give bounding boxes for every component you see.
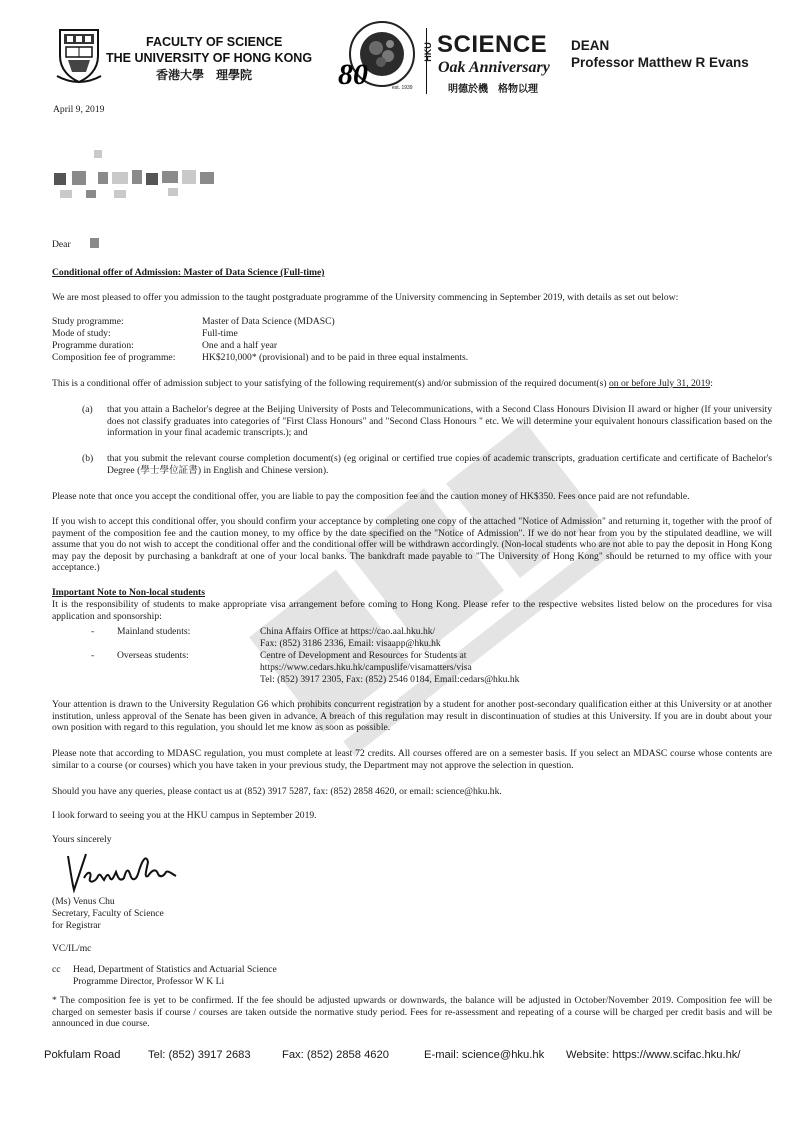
detail-label: Composition fee of programme: (52, 352, 176, 363)
handwritten-signature (62, 848, 202, 894)
nonlocal-paragraph: It is the responsibility of students to make appropriate visa arrangement before coming to Hong Kong. Please refer to the respective websites listed below on the procedures for visa application and sponsorship: (52, 599, 772, 622)
signer-title: Secretary, Faculty of Science (52, 908, 164, 919)
footer-email: E-mail: science@hku.hk (424, 1049, 545, 1061)
condition-a-text: that you attain a Bachelor's degree at the Beijing University of Posts and Telecommunications, with a Second Class Honours Division II award or higher (If your university does not classify graduates into categories of "First Class Honours" and "Second Class Honours " etc. We will determine your equivalent honours classification based on the information in your final academic transcripts.); and (107, 404, 772, 439)
intro-paragraph: We are most pleased to offer you admission to the taught postgraduate programme of the University commencing in September 2019, with details as set out below: (52, 292, 679, 303)
caution-money-note: Please note that once you accept the conditional offer, you are liable to pay the composition fee and the caution money of HK$350. Fees once paid are not refundable. (52, 491, 690, 502)
faculty-chinese-name: 香港大學 理學院 (156, 68, 253, 82)
bullet: - (91, 650, 95, 661)
mainland-line: China Affairs Office at https://cao.aal.hku.hk/ (260, 626, 436, 637)
anniversary-motto: 明德於機 格物以理 (448, 84, 538, 95)
detail-value: HK$210,000* (provisional) and to be paid in three equal instalments. (202, 352, 469, 363)
cc-line: Programme Director, Professor W K Li (73, 976, 225, 987)
university-name: THE UNIVERSITY OF HONG KONG (106, 51, 313, 65)
overseas-line: https://www.cedars.hku.hk/campuslife/visamatters/visa (260, 662, 472, 673)
condition-b-text: that you submit the relevant course completion document(s) (eg original or certified true copies of academic transcripts, graduation certificate and certificate of Bachelor's Degree (學士學位証書) in English and Chinese version). (107, 453, 772, 476)
detail-value: Full-time (202, 328, 238, 339)
conditions-intro (52, 378, 772, 390)
anniversary-hku-mark: HKU (422, 42, 433, 62)
detail-value: Master of Data Science (MDASC) (202, 316, 335, 327)
bullet: - (91, 626, 95, 637)
overseas-label: Overseas students: (117, 650, 189, 661)
conditions-intro-text: This is a conditional offer of admission subject to your satisfying of the following requirement(s) and/or submission of the required document(s) (52, 378, 609, 389)
letter-subject: Conditional offer of Admission: Master of Data Science (Full-time) (52, 267, 325, 278)
nonlocal-heading: Important Note to Non-local students (52, 587, 205, 598)
hku-crest-logo (56, 26, 102, 86)
signer-for: for Registrar (52, 920, 101, 931)
footer-address: Pokfulam Road (44, 1049, 121, 1061)
queries-paragraph: Should you have any queries, please contact us at (852) 3917 5287, fax: (852) 2858 4620, or email: science@hku.hk. (52, 786, 502, 797)
overseas-line: Centre of Development and Resources for Students at (260, 650, 467, 661)
detail-label: Study programme: (52, 316, 124, 327)
signer-name: (Ms) Venus Chu (52, 896, 115, 907)
detail-label: Programme duration: (52, 340, 134, 351)
faculty-name: FACULTY OF SCIENCE (146, 35, 283, 49)
condition-a-label: (a) (82, 404, 93, 415)
anniversary-oak-text: Oak Anniversary (438, 59, 550, 76)
cc-label: cc (52, 964, 61, 975)
regulation-paragraph: Your attention is drawn to the University Regulation G6 which prohibits concurrent registration by a student for another post-secondary qualification either at this University or at another institution, unless approval of the Senate has been given in advance. A breach of this regulation may result in discontinuation of studies at this University. If you are in doubt about your own position with regard to this regulation, you should let me know as soon as possible. (52, 699, 772, 734)
mainland-line: Fax: (852) 3186 2336, Email: visaapp@hku.hk (260, 638, 441, 649)
footer-website: Website: https://www.scifac.hku.hk/ (566, 1049, 741, 1061)
anniversary-established: est. 1939 (392, 85, 413, 91)
sign-off: Yours sincerely (52, 834, 112, 845)
salutation-text: Dear (52, 239, 71, 250)
cc-line: Head, Department of Statistics and Actuarial Science (73, 964, 277, 975)
redacted-recipient-name (90, 238, 99, 248)
mainland-label: Mainland students: (117, 626, 191, 637)
conditions-deadline: on or before July 31, 2019 (608, 378, 711, 389)
footer-tel: Tel: (852) 3917 2683 (148, 1049, 251, 1061)
reference-code: VC/IL/mc (52, 943, 92, 954)
fee-footnote: * The composition fee is yet to be confirmed. If the fee should be adjusted upwards or downwards, the balance will be adjusted in October/November 2019. Composition fee will be charged on semester basis if course / courses are taken outside the normative study period. Fees for re-assessment and repeating of a course will be charged per credit basis and will be announced in due course. (52, 995, 772, 1030)
dean-name: Professor Matthew R Evans (571, 55, 749, 70)
letter-date: April 9, 2019 (53, 104, 105, 115)
condition-b-label: (b) (82, 453, 94, 464)
acceptance-paragraph: If you wish to accept this conditional offer, you should confirm your acceptance by completing one copy of the attached "Notice of Admission" and returning it, together with the proof of payment of the composition fee and the caution money, to my office by the date specified on the "Notice of Admission". If we do not hear from you by the stipulated deadline, we will assume that you do not wish to accept the conditional offer and the conditional offer will be withdrawn accordingly. (Non-local students who are not able to pay the deposit in Hong Kong may pay the deposit by purchasing a bankdraft at one of your local banks. The bankdraft made payable to "The University of Hong Kong" should be returned to my office with your acceptance.) (52, 516, 772, 574)
anniversary-science-wordmark: SCIENCE (437, 31, 548, 58)
closing-paragraph: I look forward to seeing you at the HKU campus in September 2019. (52, 810, 317, 821)
detail-label: Mode of study: (52, 328, 111, 339)
detail-value: One and a half year (202, 340, 278, 351)
conditions-intro-end: : (710, 378, 713, 389)
credits-paragraph: Please note that according to MDASC regulation, you must complete at least 72 credits. All courses offered are on a semester basis. If you select an MDASC course whose contents are similar to a course (or courses) which you have taken in your previous study, the Department may not approve the selection in question. (52, 748, 772, 771)
overseas-line: Tel: (852) 3917 2305, Fax: (852) 2546 0184, Email:cedars@hku.hk (260, 674, 520, 685)
salutation (52, 239, 71, 251)
anniversary-80-mark: 80 (338, 58, 368, 91)
footer-fax: Fax: (852) 2858 4620 (282, 1049, 389, 1061)
dean-title: DEAN (571, 38, 610, 53)
